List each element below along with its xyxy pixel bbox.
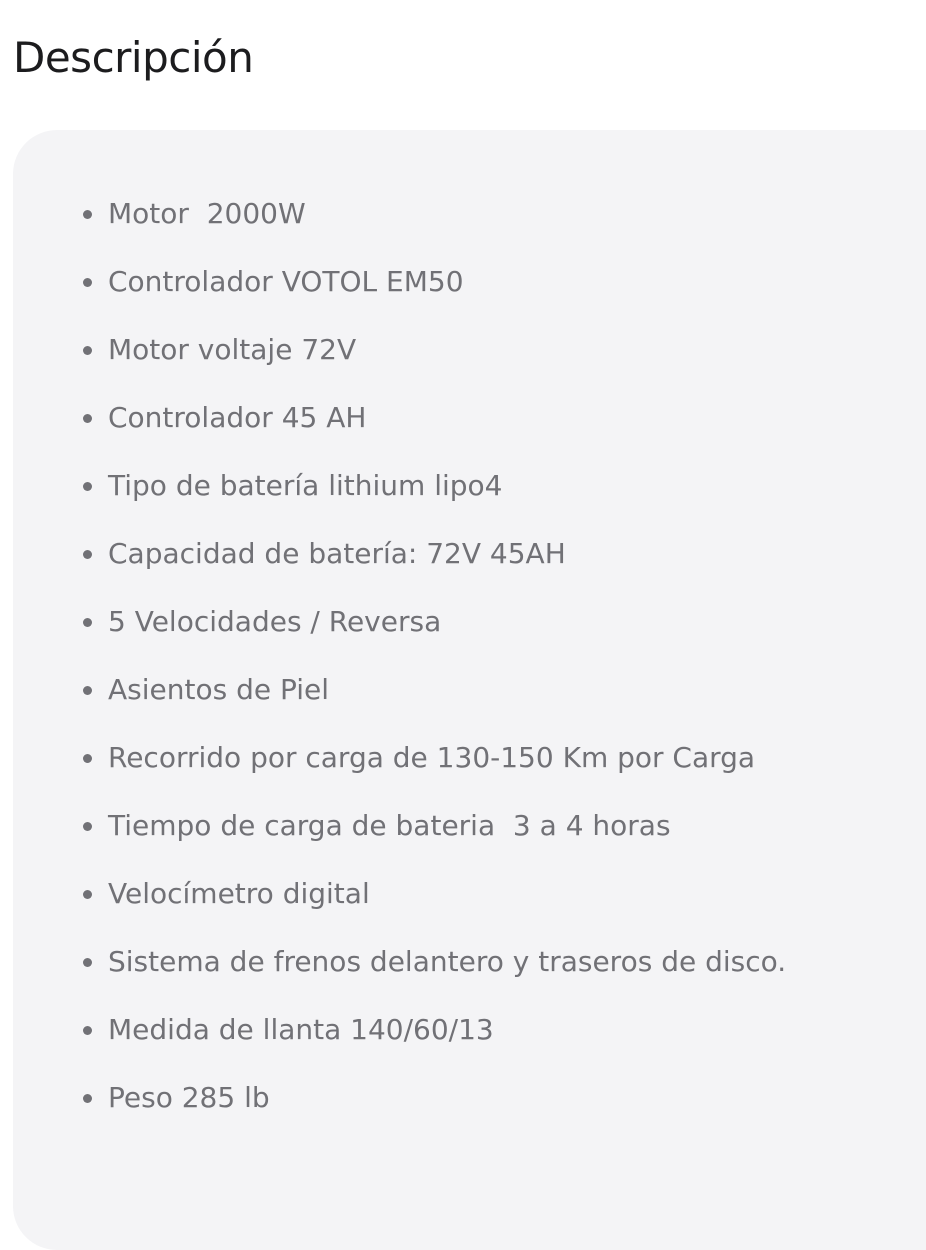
bullet-dot — [83, 1026, 92, 1035]
spec-text: Medida de llanta 140/60/13 — [108, 1013, 494, 1046]
section-title: Descripción — [13, 33, 254, 82]
spec-text: Tiempo de carga de bateria 3 a 4 horas — [108, 809, 671, 842]
spec-text: Asientos de Piel — [108, 673, 330, 706]
list-item — [13, 195, 786, 263]
spec-text: Capacidad de batería: 72V 45AH — [108, 537, 566, 570]
list-item — [13, 535, 786, 603]
list-item — [13, 331, 786, 399]
list-item — [13, 467, 786, 535]
spec-text: Velocímetro digital — [108, 877, 370, 910]
bullet-dot — [83, 822, 92, 831]
list-item — [13, 603, 786, 671]
bullet-dot — [83, 210, 92, 219]
list-item — [13, 263, 786, 331]
spec-text: Peso 285 lb — [108, 1081, 270, 1114]
spec-text: Motor 2000W — [108, 197, 306, 230]
bullet-dot — [83, 958, 92, 967]
bullet-dot — [83, 1094, 92, 1103]
spec-text: Tipo de batería lithium lipo4 — [108, 469, 503, 502]
spec-text: Motor voltaje 72V — [108, 333, 357, 366]
list-item — [13, 739, 786, 807]
spec-text: Sistema de frenos delantero y traseros de disco. — [108, 945, 787, 978]
spec-text: Controlador VOTOL EM50 — [108, 265, 464, 298]
list-item — [13, 1011, 786, 1079]
description-panel — [13, 130, 926, 1250]
bullet-dot — [83, 618, 92, 627]
list-item — [13, 671, 786, 739]
list-item — [13, 875, 786, 943]
bullet-dot — [83, 346, 92, 355]
bullet-dot — [83, 278, 92, 287]
spec-list — [13, 195, 786, 1147]
bullet-dot — [83, 686, 92, 695]
list-item — [13, 807, 786, 875]
list-item — [13, 399, 786, 467]
bullet-dot — [83, 482, 92, 491]
bullet-dot — [83, 754, 92, 763]
list-item — [13, 943, 786, 1011]
spec-text: Controlador 45 AH — [108, 401, 367, 434]
list-item — [13, 1079, 786, 1147]
bullet-dot — [83, 890, 92, 899]
bullet-dot — [83, 414, 92, 423]
spec-text: Recorrido por carga de 130-150 Km por Carga — [108, 741, 756, 774]
spec-text: 5 Velocidades / Reversa — [108, 605, 442, 638]
bullet-dot — [83, 550, 92, 559]
